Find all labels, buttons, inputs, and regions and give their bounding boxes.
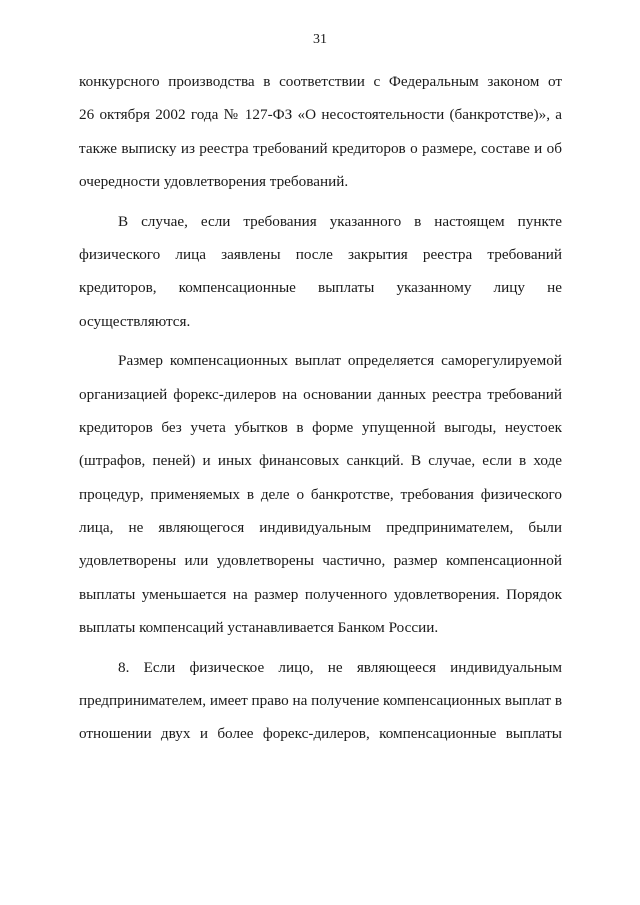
text-line: выплаты уменьшается на размер полученного удовлетворения. Порядок	[79, 585, 562, 603]
text-line: организацией форекс-дилеров на основании данных реестра требований	[79, 385, 562, 403]
text-line: выплаты компенсаций устанавливается Банком России.	[79, 619, 439, 637]
text-line: удовлетворены или удовлетворены частично, размер компенсационной	[79, 552, 562, 570]
text-line: кредиторов, компенсационные выплаты указанному лицу не	[79, 279, 562, 297]
text-line: 8. Если физическое лицо, не являющееся индивидуальным	[118, 658, 562, 676]
paragraph	[79, 651, 562, 751]
document-body	[79, 65, 562, 751]
text-line: процедур, применяемых в деле о банкротстве, требования физического	[79, 485, 562, 503]
paragraph	[79, 205, 562, 339]
paragraph	[79, 344, 562, 645]
text-line: (штрафов, пеней) и иных финансовых санкций. В случае, если в ходе	[79, 452, 562, 470]
text-line: очередности удовлетворения требований.	[79, 173, 349, 191]
text-line: физического лица заявлены после закрытия реестра требований	[79, 245, 562, 263]
text-line: отношении двух и более форекс-дилеров, компенсационные выплаты	[79, 725, 562, 743]
page-number: 31	[313, 32, 327, 47]
text-line: конкурсного производства в соответствии с Федеральным законом от	[79, 73, 562, 90]
text-line: кредиторов без учета убытков в форме упущенной выгоды, неустоек	[79, 418, 562, 436]
text-line: предпринимателем, имеет право на получение компенсационных выплат в	[79, 692, 562, 710]
text-line: осуществляются.	[79, 312, 191, 330]
text-line: лица, не являющегося индивидуальным предпринимателем, были	[79, 519, 562, 537]
text-line: Размер компенсационных выплат определяется саморегулируемой	[118, 352, 562, 370]
text-line: также выписку из реестра требований кредиторов о размере, составе и об	[79, 139, 562, 157]
text-line: В случае, если требования указанного в настоящем пункте	[118, 212, 562, 230]
paragraph	[79, 65, 562, 199]
text-line: 26 октября 2002 года № 127-ФЗ «О несостоятельности (банкротстве)», а	[79, 106, 562, 124]
